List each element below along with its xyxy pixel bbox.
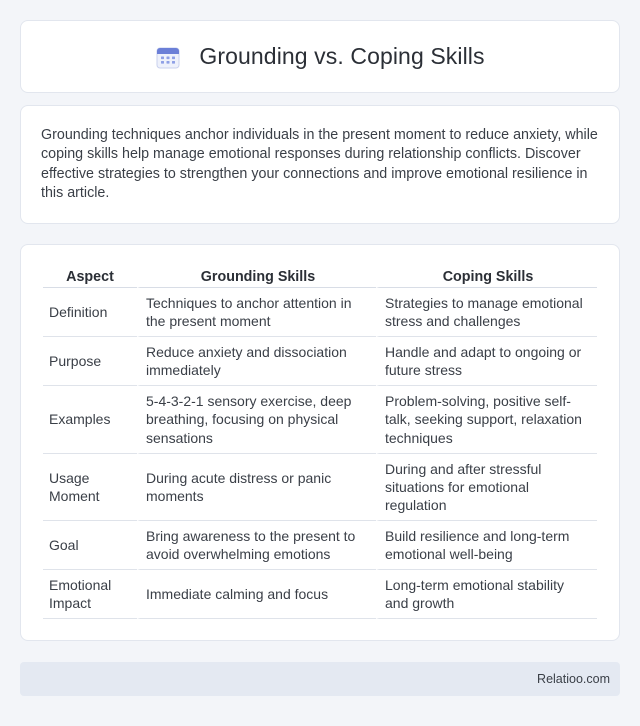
intro-paragraph: Grounding techniques anchor individuals in the present moment to reduce anxiety, while coping skills help manage emotional responses during relationship conflicts. Discover effective strategies to strengthen your connections and improve emotional resilience in this article. (41, 127, 598, 201)
header-grounding: Grounding Skills (137, 265, 376, 288)
row-aspect: Definition (43, 288, 137, 337)
row-coping: Handle and adapt to ongoing or future stress (376, 337, 597, 386)
header-coping: Coping Skills (376, 265, 597, 288)
row-grounding: Reduce anxiety and dissociation immediately (137, 337, 376, 386)
row-aspect: Examples (43, 386, 137, 454)
comparison-table (43, 265, 597, 619)
row-grounding: During acute distress or panic moments (137, 454, 376, 521)
row-grounding: Techniques to anchor attention in the present moment (137, 288, 376, 337)
table-row (43, 288, 597, 337)
comparison-card (20, 244, 620, 641)
row-aspect: Goal (43, 521, 137, 570)
row-aspect: Emotional Impact (43, 570, 137, 619)
footer-brand[interactable]: Relatioo.com (537, 672, 610, 686)
row-coping: Build resilience and long-term emotional well-being (376, 521, 597, 570)
calendar-icon (155, 44, 181, 70)
table-row (43, 521, 597, 570)
table-row (43, 386, 597, 454)
row-coping: During and after stressful situations for emotional regulation (376, 454, 597, 521)
page-title: Grounding vs. Coping Skills (199, 43, 485, 69)
intro-card (20, 105, 620, 224)
table-row (43, 337, 597, 386)
row-grounding: 5-4-3-2-1 sensory exercise, deep breathing, focusing on physical sensations (137, 386, 376, 454)
footer (20, 662, 620, 696)
row-coping: Problem-solving, positive self-talk, seeking support, relaxation techniques (376, 386, 597, 454)
row-aspect: Purpose (43, 337, 137, 386)
table-row (43, 570, 597, 619)
row-coping: Strategies to manage emotional stress and challenges (376, 288, 597, 337)
row-aspect: Usage Moment (43, 454, 137, 521)
table-row (43, 454, 597, 521)
header-aspect: Aspect (43, 265, 137, 288)
row-coping: Long-term emotional stability and growth (376, 570, 597, 619)
row-grounding: Immediate calming and focus (137, 570, 376, 619)
title-card (20, 20, 620, 93)
table-header-row (43, 265, 597, 288)
row-grounding: Bring awareness to the present to avoid overwhelming emotions (137, 521, 376, 570)
